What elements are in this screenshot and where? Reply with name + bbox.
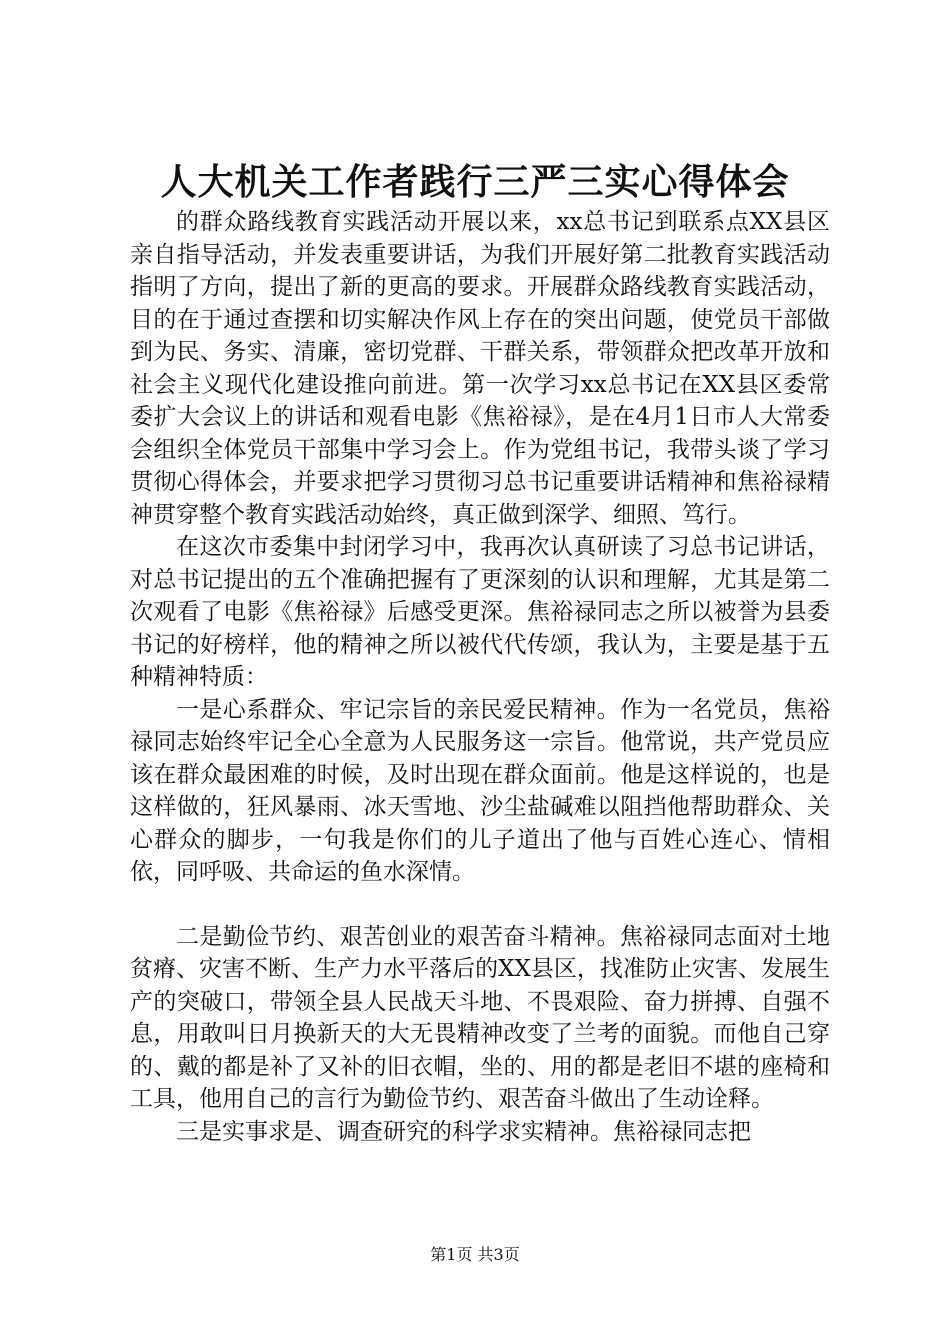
document-title: 人大机关工作者践行三严三实心得体会 <box>160 161 790 203</box>
document-body <box>130 206 830 1148</box>
paragraph: 三是实事求是、调查研究的科学求实精神。焦裕禄同志把 <box>176 1118 751 1145</box>
paragraph: 二是勤俭节约、艰苦创业的艰苦奋斗精神。焦裕禄同志面对土地贫瘠、灾害不断、生产力水平落后的XX县区，找准防止灾害、发展生产的突破口，带领全县人民战天斗地、不畏艰险、奋力拼搏、自强不息，用敢叫日月换新天的大无畏精神改变了兰考的面貌。而他自己穿的、戴的都是补了又补的旧衣帽，坐的、用的都是老旧不堪的座椅和工具，他用自己的言行为勤俭节约、艰苦奋斗做出了生动诠释。 <box>130 923 830 1112</box>
paragraph: 一是心系群众、牢记宗旨的亲民爱民精神。作为一名党员，焦裕禄同志始终牢记全心全意为人民服务这一宗旨。他常说，共产党员应该在群众最困难的时候，及时出现在群众面前。他是这样说的，也是这样做的，狂风暴雨、冰天雪地、沙尘盐碱难以阻挡他帮助群众、关心群众的脚步，一句我是你们的儿子道出了他与百姓心连心、情相依，同呼吸、共命运的鱼水深情。 <box>130 696 830 885</box>
paragraph: 的群众路线教育实践活动开展以来，xx总书记到联系点XX县区亲自指导活动，并发表重要讲话，为我们开展好第二批教育实践活动指明了方向，提出了新的更高的要求。开展群众路线教育实践活动，目的在于通过查摆和切实解决作风上存在的突出问题，使党员干部做到为民、务实、清廉，密切党群、干群关系，带领群众把改革开放和社会主义现代化建设推向前进。第一次学习xx总书记在XX县区委常委扩大会议上的讲话和观看电影《焦裕禄》，是在4月1日市人大常委会组织全体党员干部集中学习会上。作为党组书记，我带头谈了学习贯彻心得体会，并要求把学习贯彻习总书记重要讲话精神和焦裕禄精神贯穿整个教育实践活动始终，真正做到深学、细照、笃行。 <box>130 209 830 528</box>
page-footer: 第1页 共3页 <box>430 1245 520 1264</box>
paragraph: 在这次市委集中封闭学习中，我再次认真研读了习总书记讲话，对总书记提出的五个准确把握有了更深刻的认识和理解，尤其是第二次观看了电影《焦裕禄》后感受更深。焦裕禄同志之所以被誉为县委书记的好榜样，他的精神之所以被代代传颂，我认为，主要是基于五种精神特质： <box>130 534 830 690</box>
